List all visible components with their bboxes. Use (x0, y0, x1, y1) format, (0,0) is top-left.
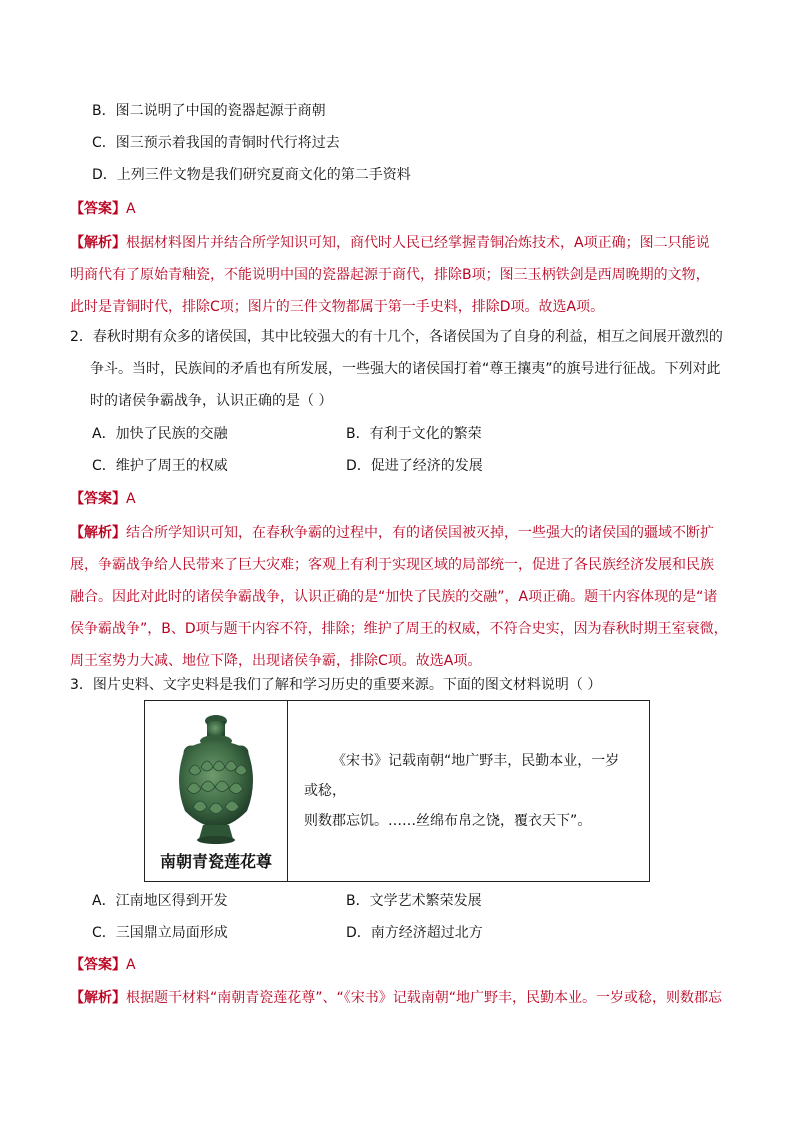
analysis-tag: 【解析】 (70, 990, 126, 1006)
analysis-tag: 【解析】 (70, 235, 126, 251)
answer-tag: 【答案】 (70, 491, 126, 507)
quote-line-2: 则数郡忘饥。……丝绵布帛之饶，覆衣天下”。 (304, 813, 592, 829)
vase-image-cell (145, 701, 288, 881)
q3-stem: 3．图片史料、文字史料是我们了解和学习历史的重要来源。下面的图文材料说明（ ） (70, 677, 602, 693)
q2-stem-line-3: 时的诸侯争霸战争，认识正确的是（ ） (90, 393, 333, 409)
q2-analysis-line-2: 展，争霸战争给人民带来了巨大灾难；客观上有利于实现区域的局部统一，促进了各民族经济发展和民族 (70, 557, 714, 573)
quote-line-1: 《宋书》记载南朝“地广野丰，民勤本业，一岁或稔， (304, 753, 620, 799)
answer-tag: 【答案】 (70, 957, 126, 973)
q3-answer (70, 955, 730, 975)
image-caption: 南朝青瓷莲花尊 (159, 852, 272, 871)
q2-option-a: A．加快了民族的交融 (92, 426, 228, 442)
analysis-tag: 【解析】 (70, 525, 126, 541)
q2-analysis-line-3: 融合。因此对此时的诸侯争霸战争，认识正确的是“加快了民族的交融”，A项正确。题干内容体现的是“诸 (70, 589, 718, 605)
q3-option-a: A．江南地区得到开发 (92, 893, 228, 909)
q2-stem-line-2: 争斗。当时，民族间的矛盾也有所发展，一些强大的诸侯国打着“尊王攘夷”的旗号进行征战。下列对此 (90, 361, 721, 377)
q3-option-c: C．三国鼎立局面形成 (92, 925, 228, 941)
analysis-text: 根据材料图片并结合所学知识可知，商代时人民已经掌握青铜冶炼技术，A项正确；图二只能说 (126, 235, 710, 251)
q1-answer (70, 199, 730, 219)
answer-value: A (126, 201, 136, 217)
q2-analysis-line-1 (70, 523, 730, 543)
q2-answer (70, 489, 730, 509)
answer-value: A (126, 491, 136, 507)
answer-tag: 【答案】 (70, 201, 126, 217)
q2-option-c: C．维护了周王的权威 (92, 458, 228, 474)
lotus-vase-image (145, 701, 287, 847)
q2-option-b: B．有利于文化的繁荣 (346, 426, 482, 442)
q3-option-b: B．文学艺术繁荣发展 (346, 893, 482, 909)
quote-cell (288, 701, 649, 881)
q3-material-table (144, 700, 650, 882)
q3-analysis-line-1 (70, 988, 730, 1008)
q1-option-b: B．图二说明了中国的瓷器起源于商朝 (92, 103, 326, 119)
q1-analysis-line-2: 明商代有了原始青釉瓷，不能说明中国的瓷器起源于商代，排除B项；图三玉柄铁剑是西周晚期的文物， (70, 267, 710, 283)
q2-analysis-line-4: 侯争霸战争”，B、D项与题干内容不符，排除；维护了周王的权威，不符合史实，因为春秋时期王室衰微， (70, 621, 728, 637)
q1-analysis-line-3: 此时是青铜时代，排除C项；图片的三件文物都属于第一手史料，排除D项。故选A项。 (70, 299, 605, 315)
q1-option-c: C．图三预示着我国的青铜时代行将过去 (92, 135, 340, 151)
q3-option-d: D．南方经济超过北方 (346, 925, 483, 941)
q2-stem-line-1: 2．春秋时期有众多的诸侯国，其中比较强大的有十几个，各诸侯国为了自身的利益，相互之间展开激烈的 (70, 329, 723, 345)
analysis-text: 结合所学知识可知，在春秋争霸的过程中，有的诸侯国被灭掉，一些强大的诸侯国的疆域不断扩 (126, 525, 714, 541)
answer-value: A (126, 957, 136, 973)
q2-analysis-line-5: 周王室势力大减、地位下降，出现诸侯争霸，排除C项。故选A项。 (70, 653, 482, 669)
q2-option-d: D．促进了经济的发展 (346, 458, 483, 474)
q1-analysis-line-1 (70, 233, 730, 253)
analysis-text: 根据题干材料“南朝青瓷莲花尊”、“《宋书》记载南朝“地广野丰，民勤本业。一岁或稔，则数郡忘 (126, 990, 723, 1006)
q1-option-d: D．上列三件文物是我们研究夏商文化的第二手资料 (92, 167, 411, 183)
